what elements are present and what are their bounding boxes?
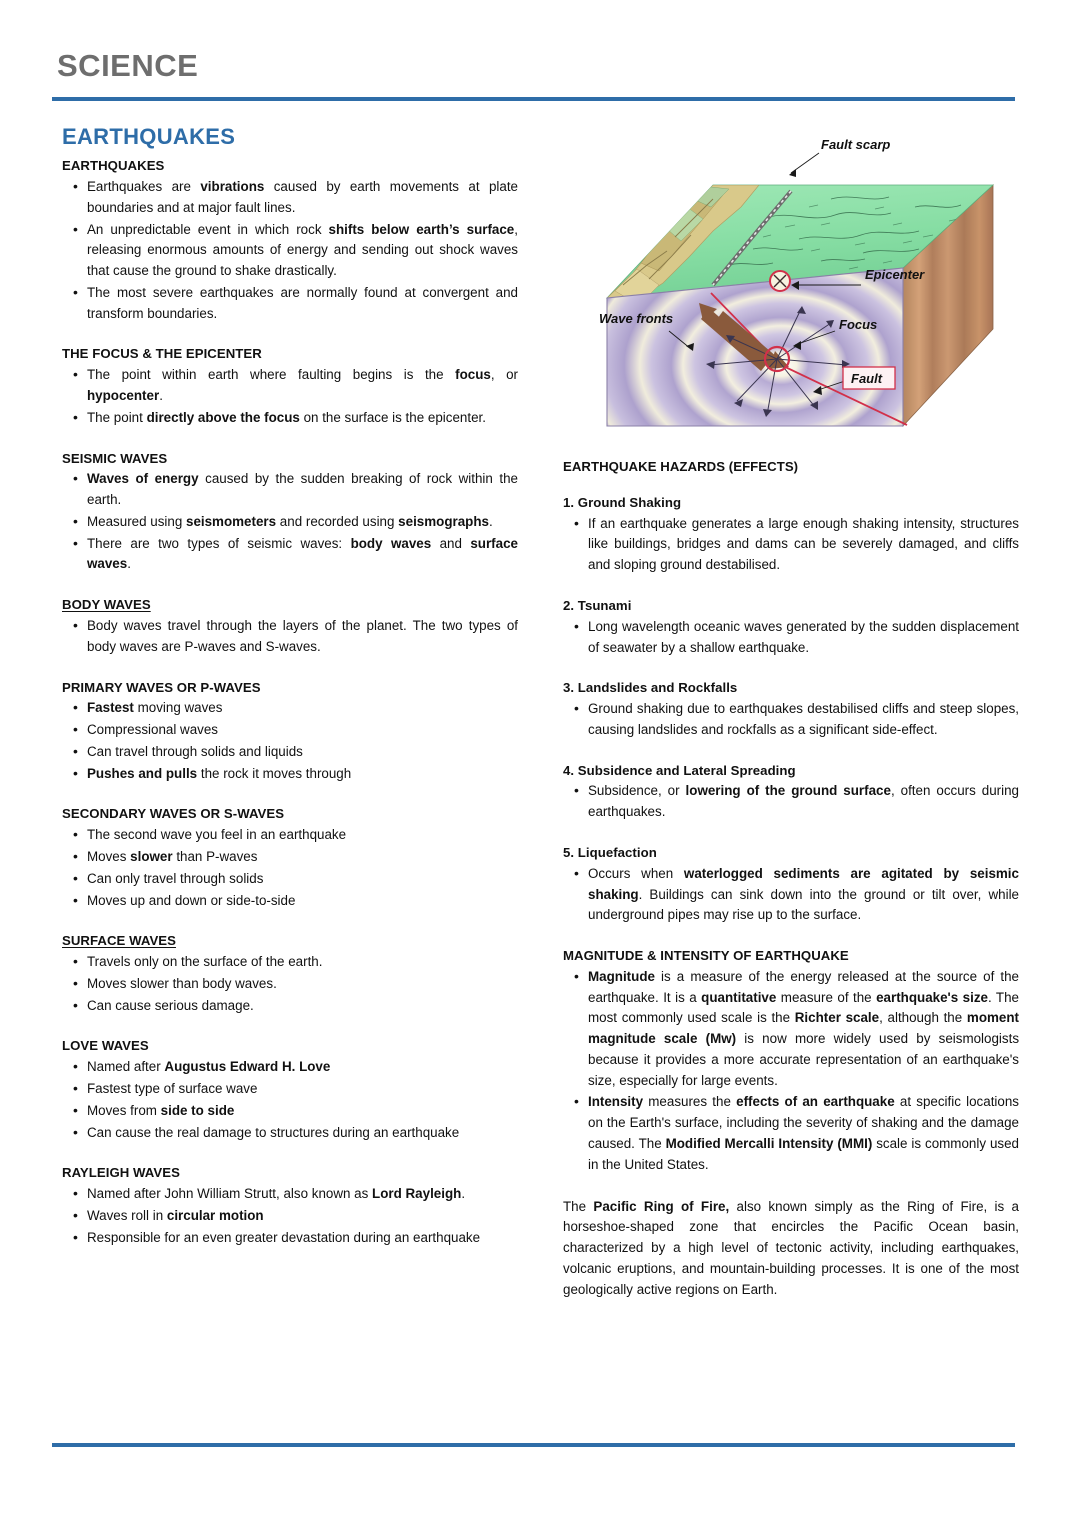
list-item: • Moves slower than P-waves xyxy=(87,847,518,868)
list-item: • An unpredictable event in which rock shifts below earth’s surface, releasing enormous amounts of energy and sending out shock waves that cause the ground to shake drastically. xyxy=(87,220,518,282)
list-item: • Subsidence, or lowering of the ground surface, often occurs during earthquakes. xyxy=(588,781,1019,823)
content-block xyxy=(62,932,518,1016)
block-heading: 2. Tsunami xyxy=(563,597,632,613)
content-block xyxy=(563,947,1019,1175)
list-item: • The point within earth where faulting begins is the focus, or hypocenter. xyxy=(87,365,518,407)
list-item: • Moves slower than body waves. xyxy=(87,974,518,995)
bullet-list xyxy=(62,177,518,324)
list-item: • Pushes and pulls the rock it moves through xyxy=(87,764,518,785)
content-block xyxy=(62,1037,518,1143)
left-column-content xyxy=(62,157,518,1248)
list-item: • Travels only on the surface of the earth. xyxy=(87,952,518,973)
block-heading: 3. Landslides and Rockfalls xyxy=(563,680,738,696)
list-item: • Occurs when waterlogged sediments are agitated by seismic shaking. Buildings can sink down into the ground or tilt over, while underground pipes may rise up to the surface. xyxy=(588,864,1019,926)
content-block xyxy=(563,679,1019,740)
content-block xyxy=(62,805,518,911)
hazards-heading: EARTHQUAKE HAZARDS (EFFECTS) xyxy=(563,459,799,474)
list-item: • Magnitude is a measure of the energy released at the source of the earthquake. It is a quantitative measure of the earthquake's size. The most commonly used scale is the Richter scale, although the moment magnitude scale (Mw) is now more widely used by seismologists because it provides a more accurate representation of an earthquake's size, especially for large events. xyxy=(588,967,1019,1092)
block-heading: THE FOCUS & THE EPICENTER xyxy=(62,346,262,362)
list-item: • Can cause serious damage. xyxy=(87,996,518,1017)
block-heading: 5. Liquefaction xyxy=(563,844,657,860)
block-heading: SURFACE WAVES xyxy=(62,933,176,949)
list-item: • Waves roll in circular motion xyxy=(87,1206,518,1227)
header-rule xyxy=(52,97,1015,101)
label-epicenter: Epicenter xyxy=(865,267,925,282)
block-heading: 1. Ground Shaking xyxy=(563,494,682,510)
list-item: • Can cause the real damage to structures during an earthquake xyxy=(87,1123,518,1144)
content-block xyxy=(563,762,1019,823)
bullet-list xyxy=(62,825,518,911)
list-item: • The second wave you feel in an earthquake xyxy=(87,825,518,846)
page-title: SCIENCE xyxy=(57,48,199,83)
content-block xyxy=(563,844,1019,926)
content-block xyxy=(563,494,1019,576)
bullet-list xyxy=(62,952,518,1016)
list-item: • Fastest type of surface wave xyxy=(87,1079,518,1100)
label-fault: Fault xyxy=(851,371,883,386)
bullet-list xyxy=(62,469,518,575)
footer-rule xyxy=(52,1443,1015,1447)
list-item: • Waves of energy caused by the sudden breaking of rock within the earth. xyxy=(87,469,518,511)
epicenter-marker xyxy=(770,271,790,291)
bullet-list xyxy=(563,781,1019,823)
list-item: • Body waves travel through the layers of the planet. The two types of body waves are P-waves and S-waves. xyxy=(87,616,518,658)
list-item: • The point directly above the focus on the surface is the epicenter. xyxy=(87,408,518,429)
list-item: • Intensity measures the effects of an earthquake at specific locations on the Earth's surface, including the severity of shaking and the damage caused. The Modified Mercalli Intensity (MMI) scale is commonly used in the United States. xyxy=(588,1092,1019,1175)
list-item: • Can travel through solids and liquids xyxy=(87,742,518,763)
block-heading: 4. Subsidence and Lateral Spreading xyxy=(563,762,796,778)
content-block xyxy=(62,450,518,576)
section-title: EARTHQUAKES xyxy=(62,124,236,149)
label-focus: Focus xyxy=(839,317,878,332)
bullet-list xyxy=(62,698,518,784)
bullet-list xyxy=(563,967,1019,1176)
right-column-content xyxy=(563,458,1019,1300)
bullet-list xyxy=(563,699,1019,741)
list-item: • Measured using seismometers and recorded using seismographs. xyxy=(87,512,518,533)
list-item: • Named after John William Strutt, also known as Lord Rayleigh. xyxy=(87,1184,518,1205)
list-item: • Moves up and down or side-to-side xyxy=(87,891,518,912)
bullet-list xyxy=(563,617,1019,659)
list-item: • The most severe earthquakes are normally found at convergent and transform boundaries. xyxy=(87,283,518,325)
list-item: • Can only travel through solids xyxy=(87,869,518,890)
list-item: • Moves from side to side xyxy=(87,1101,518,1122)
block-heading: RAYLEIGH WAVES xyxy=(62,1165,180,1181)
block-heading: MAGNITUDE & INTENSITY OF EARTHQUAKE xyxy=(563,948,849,964)
list-item: • Named after Augustus Edward H. Love xyxy=(87,1057,518,1078)
content-block xyxy=(563,597,1019,658)
bullet-list xyxy=(62,1184,518,1248)
block-heading: SECONDARY WAVES OR S-WAVES xyxy=(62,806,285,822)
list-item: • Long wavelength oceanic waves generated by the sudden displacement of seawater by a shallow earthquake. xyxy=(588,617,1019,659)
block-heading: EARTHQUAKES xyxy=(62,158,165,174)
content-block xyxy=(62,345,518,428)
list-item: • Ground shaking due to earthquakes destabilised cliffs and steep slopes, causing landslides and rockfalls as a significant side-effect. xyxy=(588,699,1019,741)
content-block xyxy=(62,1164,518,1248)
label-wave-fronts: Wave fronts xyxy=(599,311,674,326)
label-fault-scarp: Fault scarp xyxy=(821,137,891,152)
list-item: • Fastest moving waves xyxy=(87,698,518,719)
diagram-svg xyxy=(563,133,1019,445)
block-heading: LOVE WAVES xyxy=(62,1038,149,1054)
list-item: • Earthquakes are vibrations caused by earth movements at plate boundaries and at major fault lines. xyxy=(87,177,518,219)
block-heading: PRIMARY WAVES OR P-WAVES xyxy=(62,679,261,695)
content-block xyxy=(62,157,518,324)
bullet-list xyxy=(62,1057,518,1143)
bullet-list xyxy=(563,514,1019,576)
bullet-list xyxy=(563,864,1019,926)
block-heading: SEISMIC WAVES xyxy=(62,450,168,466)
list-item: • Compressional waves xyxy=(87,720,518,741)
bullet-list xyxy=(62,616,518,658)
list-item: • Responsible for an even greater devastation during an earthquake xyxy=(87,1228,518,1249)
list-item: • There are two types of seismic waves: body waves and surface waves. xyxy=(87,534,518,576)
earthquake-block-diagram xyxy=(563,133,1019,445)
list-item: • If an earthquake generates a large enough shaking intensity, structures like buildings, bridges and dams can be severely damaged, and cliffs and sloping ground destabilised. xyxy=(588,514,1019,576)
left-column xyxy=(62,124,518,1269)
content-block xyxy=(62,679,518,785)
bullet-list xyxy=(62,365,518,428)
content-block xyxy=(62,596,518,657)
right-column xyxy=(563,458,1019,1300)
closing-paragraph: The Pacific Ring of Fire, also known simply as the Ring of Fire, is a horseshoe-shaped zone that encircles the Pacific Ocean basin, characterized by a high level of tectonic activity, including earthquakes, volcanic eruptions, and mountain-building processes. It is one of the most geologically active regions on Earth. xyxy=(563,1198,1019,1297)
block-heading: BODY WAVES xyxy=(62,597,151,613)
